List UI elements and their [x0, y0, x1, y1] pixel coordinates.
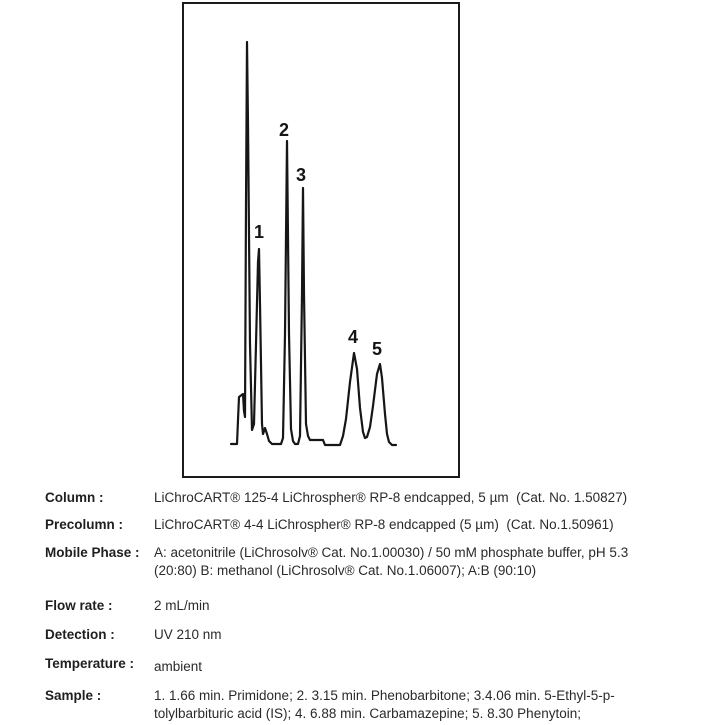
spec-label-detection: Detection :: [45, 627, 115, 642]
spec-value-line: ambient: [154, 659, 203, 674]
peak-label: 3: [295, 165, 307, 185]
spec-label-column: Column :: [45, 490, 104, 505]
spec-value-line: A: acetonitrile (LiChrosolv® Cat. No.1.00030) / 50 mM phosphate buffer, pH 5.3: [154, 545, 629, 560]
spec-value-line: LiChroCART® 4-4 LiChrospher® RP-8 endcapped (5 µm) (Cat. No.1.50961): [154, 517, 614, 532]
peak-label: 1: [253, 222, 265, 242]
peak-label: 2: [278, 120, 290, 140]
spec-label-temperature: Temperature :: [45, 656, 135, 671]
spec-value-line: UV 210 nm: [154, 627, 222, 642]
spec-value-line: 1. 1.66 min. Primidone; 2. 3.15 min. Phenobarbitone; 3.4.06 min. 5-Ethyl-5-p-: [154, 688, 615, 703]
spec-value-line: LiChroCART® 125-4 LiChrospher® RP-8 endcapped, 5 µm (Cat. No. 1.50827): [154, 490, 628, 505]
peak-label: 4: [347, 327, 359, 347]
spec-value-detection: [154, 626, 222, 644]
spec-value-precolumn: [154, 516, 614, 534]
spec-value-line: (20:80) B: methanol (LiChrosolv® Cat. No.1.06007); A:B (90:10): [154, 562, 537, 578]
spec-label-flow-rate: Flow rate :: [45, 598, 113, 613]
spec-value-line: 2 mL/min: [154, 598, 210, 613]
peak-label: 5: [371, 339, 383, 359]
spec-label-mobile-phase: Mobile Phase :: [45, 545, 140, 560]
spec-value-temperature: [154, 658, 202, 676]
spec-value-column: [154, 489, 627, 507]
spec-label-precolumn: Precolumn :: [45, 517, 124, 532]
spec-value-sample: [154, 687, 615, 722]
spec-label-sample: Sample :: [45, 688, 102, 703]
spec-value-flow-rate: [154, 597, 210, 615]
spec-value-line: tolylbarbituric acid (IS); 4. 6.88 min. Carbamazepine; 5. 8.30 Phenytoin;: [154, 705, 581, 721]
spec-value-mobile-phase: [154, 544, 628, 579]
